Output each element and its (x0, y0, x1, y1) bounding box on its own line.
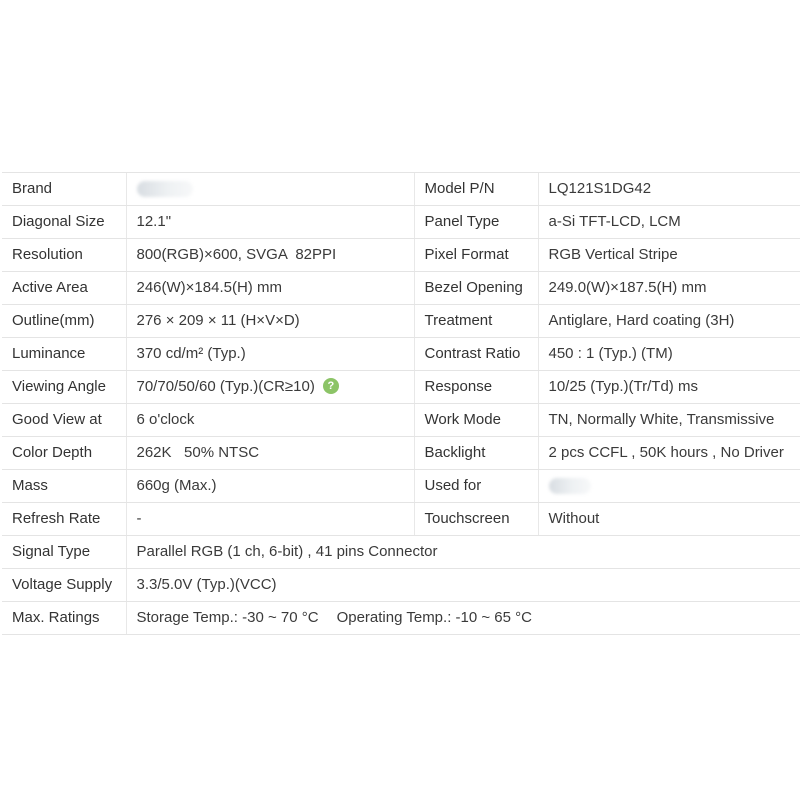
spec-row (2, 305, 800, 338)
spec-row (2, 272, 800, 305)
spec-value-max-ratings (126, 602, 800, 635)
spec-label: Outline(mm) (2, 305, 126, 338)
spec-value: Without (538, 503, 800, 536)
spec-label: Color Depth (2, 437, 126, 470)
spec-value: RGB Vertical Stripe (538, 239, 800, 272)
spec-label: Work Mode (414, 404, 538, 437)
spec-label: Refresh Rate (2, 503, 126, 536)
spec-value: 249.0(W)×187.5(H) mm (538, 272, 800, 305)
spec-value: 10/25 (Typ.)(Tr/Td) ms (538, 371, 800, 404)
spec-row-wide (2, 569, 800, 602)
spec-label: Brand (2, 173, 126, 206)
spec-row (2, 470, 800, 503)
spec-row (2, 338, 800, 371)
spec-label: Luminance (2, 338, 126, 371)
blurred-used-for-icon (549, 478, 591, 494)
spec-value: 3.3/5.0V (Typ.)(VCC) (126, 569, 800, 602)
spec-row (2, 503, 800, 536)
spec-value: a-Si TFT-LCD, LCM (538, 206, 800, 239)
spec-label: Good View at (2, 404, 126, 437)
spec-value: - (126, 503, 414, 536)
spec-value: 660g (Max.) (126, 470, 414, 503)
spec-value: Antiglare, Hard coating (3H) (538, 305, 800, 338)
spec-label: Panel Type (414, 206, 538, 239)
spec-label: Active Area (2, 272, 126, 305)
operating-temp: Operating Temp.: -10 ~ 65 °C (336, 609, 532, 626)
spec-label: Treatment (414, 305, 538, 338)
spec-value-viewing-angle (126, 371, 414, 404)
spec-label: Bezel Opening (414, 272, 538, 305)
spec-value-brand (126, 173, 414, 206)
spec-row (2, 371, 800, 404)
spec-label: Resolution (2, 239, 126, 272)
spec-value: 262K 50% NTSC (126, 437, 414, 470)
diagonal-size-link[interactable]: 12.1" (126, 206, 414, 239)
spec-table (2, 172, 800, 635)
spec-value: 276 × 209 × 11 (H×V×D) (126, 305, 414, 338)
spec-row (2, 239, 800, 272)
spec-value: TN, Normally White, Transmissive (538, 404, 800, 437)
spec-row (2, 404, 800, 437)
spec-value: Parallel RGB (1 ch, 6-bit) , 41 pins Connector (126, 536, 800, 569)
spec-label: Diagonal Size (2, 206, 126, 239)
spec-value: 370 cd/m² (Typ.) (126, 338, 414, 371)
spec-label: Signal Type (2, 536, 126, 569)
spec-row-brand (2, 173, 800, 206)
blurred-brand-logo (137, 181, 193, 197)
spec-value-used-for (538, 470, 800, 503)
spec-value: 2 pcs CCFL , 50K hours , No Driver (538, 437, 800, 470)
spec-label: Viewing Angle (2, 371, 126, 404)
storage-temp: Storage Temp.: -30 ~ 70 °C (136, 609, 319, 626)
spec-row-wide (2, 536, 800, 569)
spec-value: 800(RGB)×600, SVGA 82PPI (126, 239, 414, 272)
spec-row (2, 437, 800, 470)
spec-value: 6 o'clock (126, 404, 414, 437)
spec-value: 70/70/50/60 (Typ.)(CR≥10) (136, 378, 315, 395)
spec-label: Used for (414, 470, 538, 503)
spec-label: Voltage Supply (2, 569, 126, 602)
spec-label: Response (414, 371, 538, 404)
model-pn-link[interactable]: LQ121S1DG42 (538, 173, 800, 206)
spec-row (2, 206, 800, 239)
spec-value: 450 : 1 (Typ.) (TM) (538, 338, 800, 371)
spec-value: 246(W)×184.5(H) mm (126, 272, 414, 305)
spec-label: Model P/N (414, 173, 538, 206)
spec-label: Pixel Format (414, 239, 538, 272)
spec-label: Backlight (414, 437, 538, 470)
spec-row-wide (2, 602, 800, 635)
spec-label: Touchscreen (414, 503, 538, 536)
help-icon[interactable]: ? (323, 378, 339, 394)
spec-label: Contrast Ratio (414, 338, 538, 371)
spec-label: Max. Ratings (2, 602, 126, 635)
spec-label: Mass (2, 470, 126, 503)
